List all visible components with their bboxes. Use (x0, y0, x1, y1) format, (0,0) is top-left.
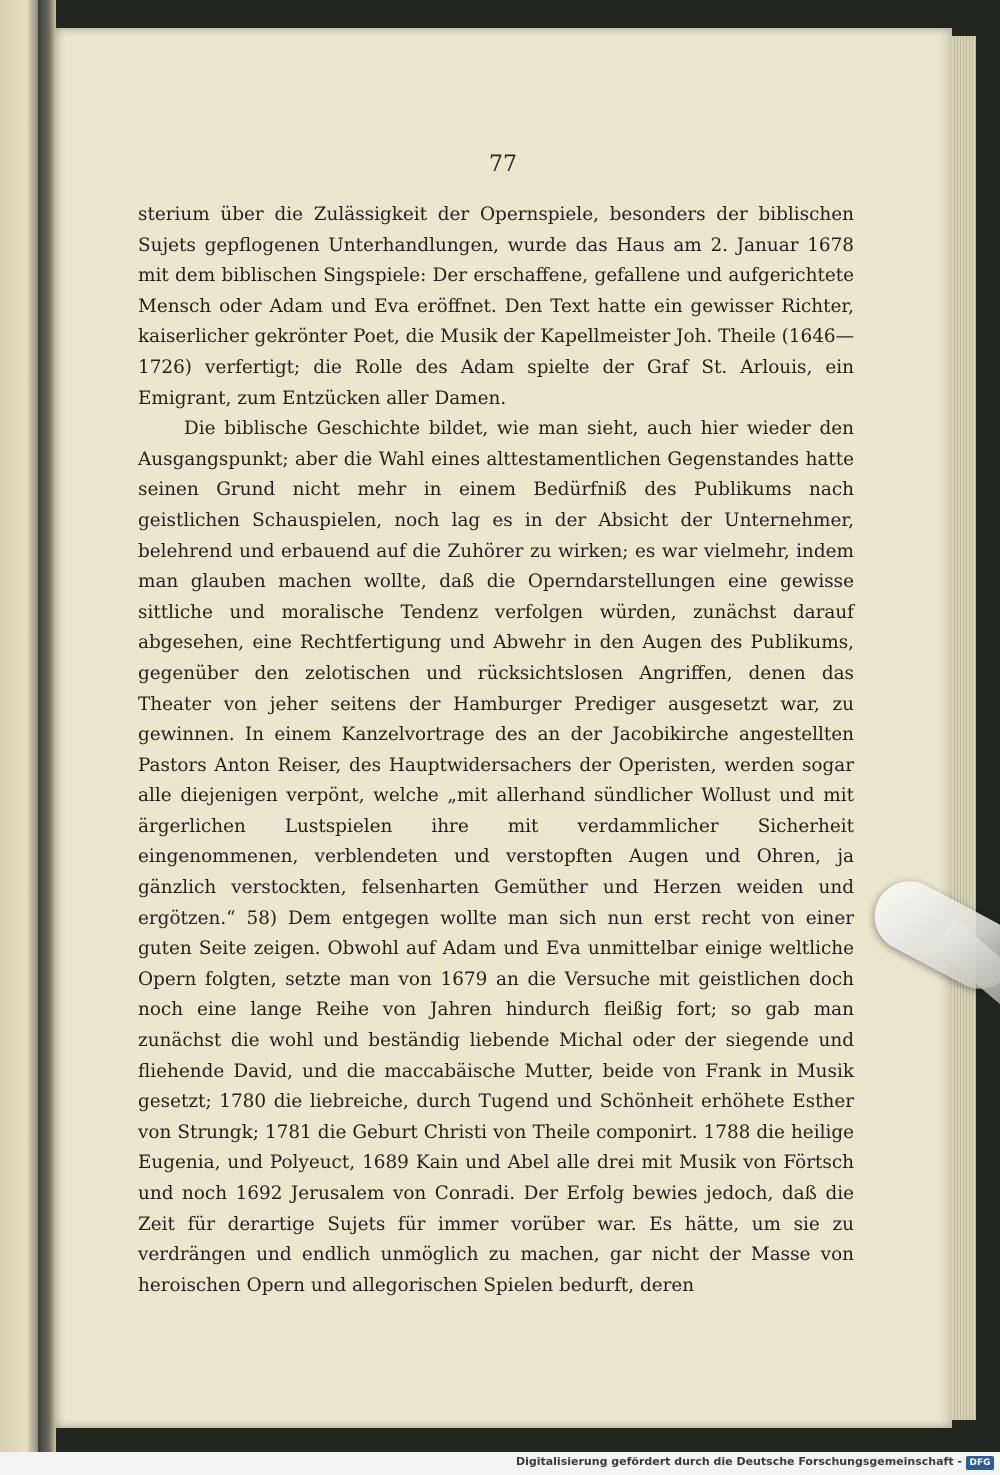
paragraph-continued: sterium über die Zulässigkeit der Opernspiele, besonders der biblischen Sujets gepflogenen Unterhandlungen, wurde das Haus am 2. Januar 1678 mit dem biblischen Singspiele: Der erschaffene, gefallene und aufgerichtete Mensch oder Adam und Eva eröffnet. Den Text hatte ein gewisser Richter, kaiserlicher gekrönter Poet, die Musik der Kapellmeister Joh. Theile (1646—1726) verfertigt; die Rolle des Adam spielte der Graf St. Arlouis, ein Emigrant, zum Entzücken aller Damen. (138, 204, 854, 409)
paragraph: Die biblische Geschichte bildet, wie man sieht, auch hier wieder den Ausgangspunkt; aber die Wahl eines alttestamentlichen Gegenstandes hatte seinen Grund nicht mehr in einem Bedürfniß des Publikums nach geistlichen Schauspielen, noch lag es in der Absicht der Unternehmer, belehrend und erbauend auf die Zuhörer zu wirken; es war vielmehr, indem man glauben machen wollte, daß die Operndarstellungen eine gewisse sittliche und moralische Tendenz verfolgen würden, zunächst darauf abgesehen, eine Rechtfertigung und Abwehr in den Augen des Publikums, gegenüber den zelotischen und rücksichtslosen Angriffen, denen das Theater von jeher seitens der Hamburger Prediger ausgesetzt war, zu gewinnen. In einem Kanzelvortrage des an der Jacobikirche angestellten Pastors Anton Reiser, des Hauptwidersachers der Operisten, werden sogar alle diejenigen verpönt, welche „mit allerhand sündlicher Wollust und mit ärgerlichen Lustspielen ihre mit verdammlicher Sicherheit eingenommenen, verblendeten und verstopften Augen und Ohren, ja gänzlich verstockten, felsenharten Gemüther und Herzen weiden und ergötzen.“ 58) Dem entgegen wollte man sich nun erst recht von einer guten Seite zeigen. Obwohl auf Adam und Eva unmittelbar einige weltliche Opern folgten, setzte man von 1679 an die Versuche mit geistlichen doch noch eine lange Reihe von Jahren hindurch fleißig fort; so gab man zunächst die wohl und beständig liebende Michal oder der siegende und fliehende David, und die maccabäische Mutter, beide von Frank in Musik gesetzt; 1780 die liebreiche, durch Tugend und Schönheit erhöhete Esther von Strungk; 1781 die Geburt Christi von Theile componirt. 1788 die heilige Eugenia, und Polyeuct, 1689 Kain und Abel alle drei mit Musik von Förtsch und noch 1692 Jerusalem von Conradi. Der Erfolg bewies jedoch, daß die Zeit für derartige Sujets für immer vorüber war. Es hätte, um sie zu verdrängen und endlich unmöglich zu machen, gar nicht der Masse von heroischen Opern und allegorischen Spielen bedurft, deren (138, 418, 854, 1296)
left-page-edge (0, 0, 38, 1452)
dfg-logo: DFG (966, 1456, 994, 1470)
body-text (138, 200, 854, 1301)
page-number: 77 (489, 152, 517, 177)
book-page (54, 28, 952, 1428)
footer-credit: Digitalisierung gefördert durch die Deutsche Forschungsgemeinschaft - (515, 1455, 962, 1468)
page-edges (952, 36, 976, 1420)
